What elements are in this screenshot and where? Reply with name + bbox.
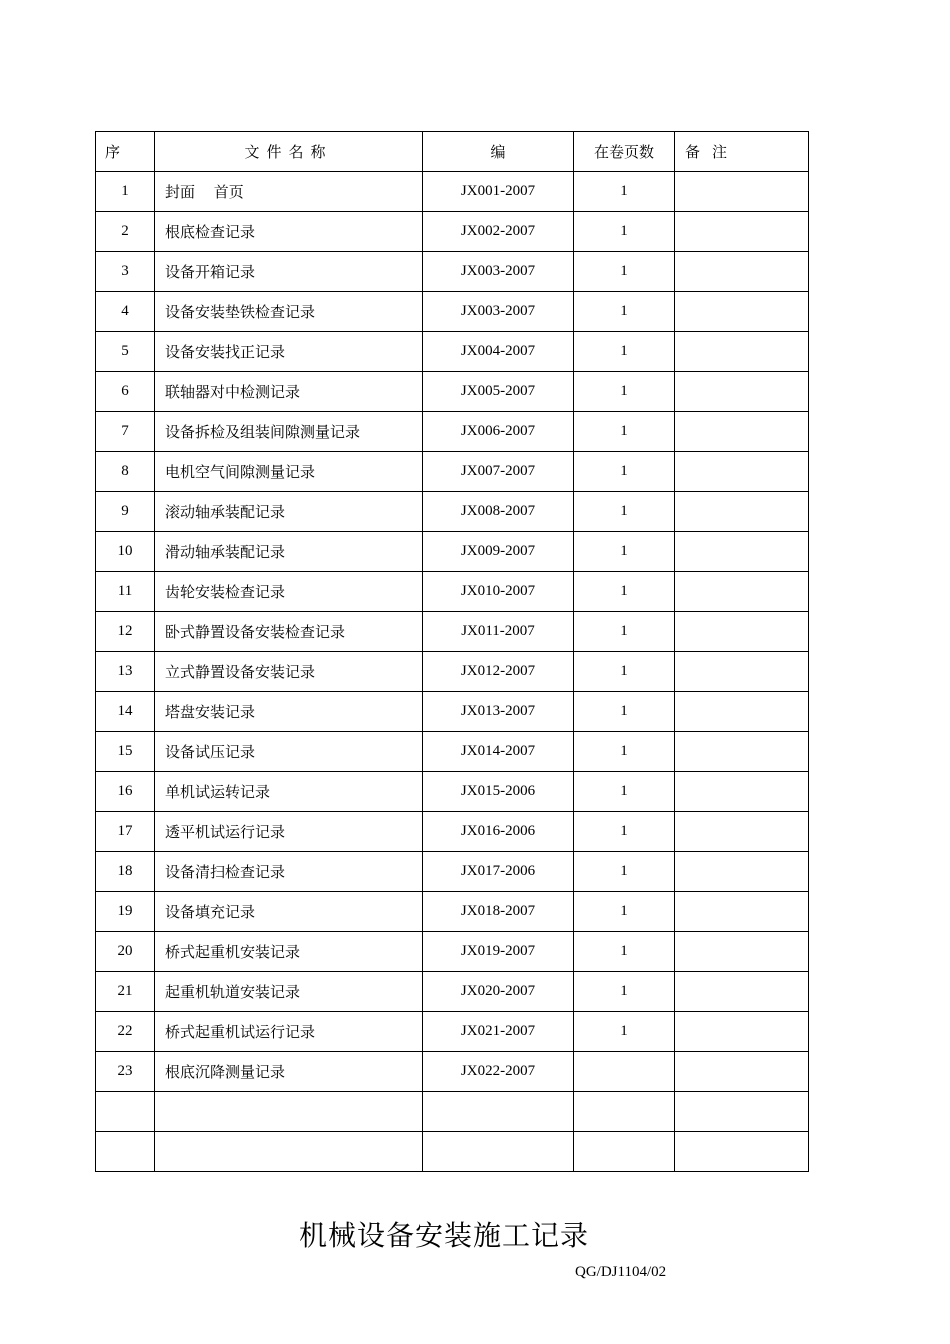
cell-pages: 1 (574, 492, 675, 532)
cell-seq: 23 (96, 1052, 155, 1092)
cell-pages: 1 (574, 892, 675, 932)
table-row (96, 172, 809, 212)
cell-note (675, 652, 809, 692)
cell-seq: 17 (96, 812, 155, 852)
cell-seq: 9 (96, 492, 155, 532)
cell-name: 桥式起重机安装记录 (155, 932, 423, 972)
table-row (96, 452, 809, 492)
cell-name: 设备试压记录 (155, 732, 423, 772)
cell-pages: 1 (574, 692, 675, 732)
table-row (96, 572, 809, 612)
cell-note (675, 452, 809, 492)
cell-code: JX011-2007 (423, 612, 574, 652)
cell-note (675, 332, 809, 372)
cell-pages: 1 (574, 652, 675, 692)
cell-note (675, 572, 809, 612)
cell-name (155, 1132, 423, 1172)
cell-note (675, 692, 809, 732)
cell-seq: 2 (96, 212, 155, 252)
document-code: QG/DJ1104/02 (575, 1264, 667, 1280)
cell-note (675, 532, 809, 572)
cell-seq (96, 1092, 155, 1132)
cell-pages: 1 (574, 772, 675, 812)
cell-seq: 15 (96, 732, 155, 772)
cell-note (675, 852, 809, 892)
cell-seq: 10 (96, 532, 155, 572)
cell-seq: 1 (96, 172, 155, 212)
cell-name: 设备拆检及组装间隙测量记录 (155, 412, 423, 452)
cell-pages: 1 (574, 452, 675, 492)
cell-code: JX021-2007 (423, 1012, 574, 1052)
cell-pages (574, 1052, 675, 1092)
cell-pages: 1 (574, 612, 675, 652)
cell-seq: 11 (96, 572, 155, 612)
cell-pages (574, 1132, 675, 1172)
cell-code (423, 1092, 574, 1132)
table-row (96, 532, 809, 572)
table-row (96, 1012, 809, 1052)
cell-name: 透平机试运行记录 (155, 812, 423, 852)
header-pages: 在卷页数 (574, 132, 675, 172)
cell-name: 卧式静置设备安装检查记录 (155, 612, 423, 652)
cell-pages: 1 (574, 1012, 675, 1052)
header-name: 文件名称 (155, 132, 423, 172)
cell-name: 塔盘安装记录 (155, 692, 423, 732)
cell-name: 立式静置设备安装记录 (155, 652, 423, 692)
cell-name: 根底检查记录 (155, 212, 423, 252)
cell-code: JX002-2007 (423, 212, 574, 252)
cell-pages: 1 (574, 532, 675, 572)
cell-code: JX005-2007 (423, 372, 574, 412)
table-row (96, 732, 809, 772)
cell-code (423, 1132, 574, 1172)
cell-code: JX006-2007 (423, 412, 574, 452)
table-row (96, 612, 809, 652)
table-row (96, 692, 809, 732)
cell-name: 根底沉降测量记录 (155, 1052, 423, 1092)
cell-name: 滚动轴承装配记录 (155, 492, 423, 532)
cell-pages: 1 (574, 932, 675, 972)
table-row (96, 372, 809, 412)
cell-seq: 6 (96, 372, 155, 412)
cell-pages: 1 (574, 292, 675, 332)
cell-name: 电机空气间隙测量记录 (155, 452, 423, 492)
cell-seq: 22 (96, 1012, 155, 1052)
cell-code: JX012-2007 (423, 652, 574, 692)
cell-code: JX020-2007 (423, 972, 574, 1012)
cell-name: 设备填充记录 (155, 892, 423, 932)
cell-note (675, 772, 809, 812)
cell-name: 起重机轨道安装记录 (155, 972, 423, 1012)
table-row (96, 932, 809, 972)
cell-note (675, 1052, 809, 1092)
cell-name: 设备开箱记录 (155, 252, 423, 292)
table-row (96, 812, 809, 852)
cell-name: 单机试运转记录 (155, 772, 423, 812)
table-row (96, 412, 809, 452)
cell-pages: 1 (574, 812, 675, 852)
cell-code: JX017-2006 (423, 852, 574, 892)
cell-code: JX022-2007 (423, 1052, 574, 1092)
cell-name: 齿轮安装检查记录 (155, 572, 423, 612)
cell-name: 滑动轴承装配记录 (155, 532, 423, 572)
cell-note (675, 412, 809, 452)
cell-note (675, 172, 809, 212)
cell-code: JX003-2007 (423, 292, 574, 332)
cell-seq: 8 (96, 452, 155, 492)
cell-note (675, 972, 809, 1012)
cell-code: JX003-2007 (423, 252, 574, 292)
cell-note (675, 812, 809, 852)
header-note: 备注 (675, 132, 809, 172)
table-row (96, 492, 809, 532)
cell-code: JX016-2006 (423, 812, 574, 852)
cell-note (675, 252, 809, 292)
header-seq: 序 (96, 132, 155, 172)
table-row (96, 332, 809, 372)
cell-pages: 1 (574, 972, 675, 1012)
header-code: 编 (423, 132, 574, 172)
cell-name: 桥式起重机试运行记录 (155, 1012, 423, 1052)
table-header-row (96, 132, 809, 172)
table-row (96, 972, 809, 1012)
cell-code: JX004-2007 (423, 332, 574, 372)
table-row (96, 652, 809, 692)
cell-code: JX001-2007 (423, 172, 574, 212)
cell-code: JX013-2007 (423, 692, 574, 732)
cell-seq (96, 1132, 155, 1172)
cell-seq: 14 (96, 692, 155, 732)
cell-note (675, 372, 809, 412)
cell-seq: 5 (96, 332, 155, 372)
cell-note (675, 292, 809, 332)
cell-pages: 1 (574, 412, 675, 452)
cell-note (675, 892, 809, 932)
cell-note (675, 492, 809, 532)
cell-name: 设备安装垫铁检查记录 (155, 292, 423, 332)
cell-pages: 1 (574, 372, 675, 412)
cell-code: JX018-2007 (423, 892, 574, 932)
cell-seq: 13 (96, 652, 155, 692)
table-row (96, 892, 809, 932)
cell-pages: 1 (574, 212, 675, 252)
cell-code: JX015-2006 (423, 772, 574, 812)
cell-code: JX010-2007 (423, 572, 574, 612)
cell-pages: 1 (574, 732, 675, 772)
cell-code: JX014-2007 (423, 732, 574, 772)
table-row (96, 252, 809, 292)
cell-note (675, 1092, 809, 1132)
cell-note (675, 212, 809, 252)
table-row (96, 212, 809, 252)
document-title: 机械设备安装施工记录 (298, 1221, 589, 1252)
table-row (96, 1052, 809, 1092)
cell-code: JX009-2007 (423, 532, 574, 572)
cell-seq: 19 (96, 892, 155, 932)
cell-seq: 20 (96, 932, 155, 972)
cell-note (675, 932, 809, 972)
cell-seq: 3 (96, 252, 155, 292)
cell-seq: 4 (96, 292, 155, 332)
cell-name: 封面 首页 (155, 172, 423, 212)
cell-code: JX008-2007 (423, 492, 574, 532)
cell-note (675, 612, 809, 652)
cell-code: JX007-2007 (423, 452, 574, 492)
table-row (96, 1092, 809, 1132)
cell-note (675, 732, 809, 772)
cell-pages: 1 (574, 572, 675, 612)
cell-name: 设备清扫检查记录 (155, 852, 423, 892)
cell-pages: 1 (574, 172, 675, 212)
table-row (96, 852, 809, 892)
cell-note (675, 1012, 809, 1052)
cell-pages: 1 (574, 332, 675, 372)
table-row (96, 1132, 809, 1172)
cell-note (675, 1132, 809, 1172)
cell-code: JX019-2007 (423, 932, 574, 972)
cell-seq: 16 (96, 772, 155, 812)
cell-pages: 1 (574, 252, 675, 292)
cell-name: 联轴器对中检测记录 (155, 372, 423, 412)
cell-seq: 12 (96, 612, 155, 652)
cell-seq: 18 (96, 852, 155, 892)
cell-pages (574, 1092, 675, 1132)
index-table (95, 131, 809, 1172)
cell-name: 设备安装找正记录 (155, 332, 423, 372)
cell-pages: 1 (574, 852, 675, 892)
cell-name (155, 1092, 423, 1132)
table-row (96, 292, 809, 332)
table-row (96, 772, 809, 812)
cell-seq: 21 (96, 972, 155, 1012)
cell-seq: 7 (96, 412, 155, 452)
